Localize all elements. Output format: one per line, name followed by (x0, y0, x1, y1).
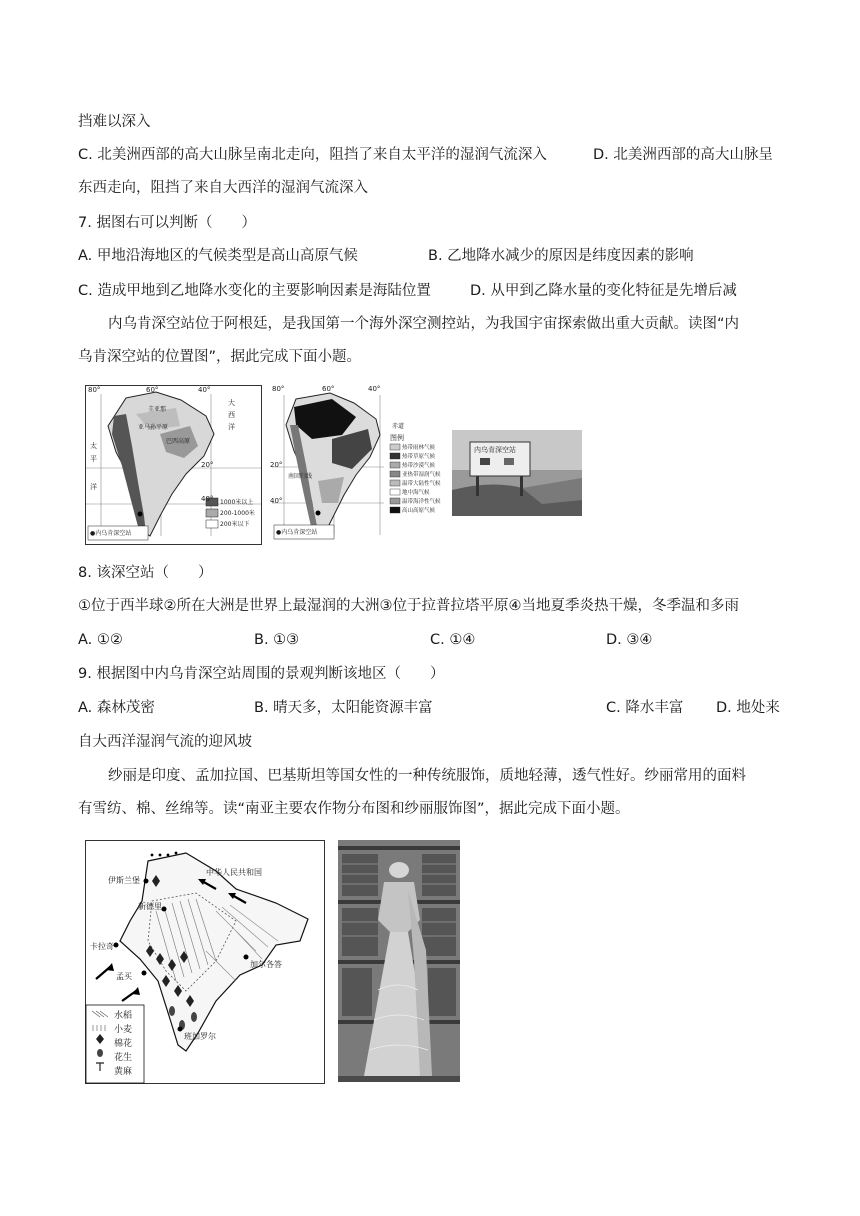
passage-2: 纱丽是印度、孟加拉国、巴基斯坦等国女性的一种传统服饰，质地轻薄，透气性好。纱丽常用的面料 (108, 768, 746, 784)
station-label: ●内乌肯深空站 (90, 530, 132, 537)
place-label: 南回归线 (288, 473, 313, 480)
legend-label: 温带大陆性气候 (402, 481, 441, 487)
legend-title: 图例 (390, 434, 404, 442)
passage-1: 内乌肯深空站位于阿根廷，是我国第一个海外深空测控站，为我国宇宙探索做出重大贡献。读图“内 (108, 316, 740, 332)
passage-1-cont: 乌肯深空站的位置图”，据此完成下面小题。 (78, 349, 362, 365)
legend-label: 水稻 (114, 1011, 133, 1021)
latitude-label: 40° (270, 497, 283, 505)
station-sign: 内乌肯深空站 (474, 446, 516, 454)
place-label: 中华人民共和国 (206, 868, 262, 877)
legend-label: 热带草原气候 (402, 454, 436, 460)
legend-label: 200米以下 (220, 521, 250, 528)
longitude-label: 60° (322, 385, 335, 393)
station-label: ●内乌肯深空站 (276, 529, 318, 536)
legend-label: 黄麻 (114, 1067, 133, 1077)
place-label: 太 (90, 442, 97, 450)
legend-label: 小麦 (114, 1025, 133, 1035)
terrain-map (85, 385, 262, 545)
place-label: 班加罗尔 (184, 1032, 216, 1041)
legend-label: 温带海洋性气候 (402, 499, 441, 505)
option-9c: C. 降水丰富 (606, 700, 684, 716)
legend-label: 花生 (114, 1053, 133, 1063)
question-8: 8. 该深空站（ ） (78, 565, 213, 581)
place-label: 西 (228, 411, 235, 419)
latitude-label: 20° (270, 461, 283, 469)
longitude-label: 40° (368, 385, 381, 393)
option-9d-cont: 自大西洋湿润气流的迎风坡 (78, 734, 252, 750)
question-8-statements: ①位于西半球②所在大洲是世界上最湿润的大洲③位于拉普拉塔平原④当地夏季炎热干燥，冬季温和多雨 (78, 598, 739, 614)
legend-label: 热带沙漠气候 (402, 463, 436, 469)
option-8a: A. ①② (78, 632, 123, 648)
option-8d: D. ③④ (606, 632, 653, 648)
longitude-label: 80° (88, 386, 101, 394)
climate-map (272, 385, 442, 543)
longitude-label: 40° (198, 386, 211, 394)
place-label: 大 (228, 399, 235, 407)
place-label: 卡拉奇 (90, 942, 114, 951)
option-8b: B. ①③ (254, 632, 300, 648)
option-9d: D. 地处来 (716, 700, 780, 716)
place-label: 洋 (90, 483, 97, 491)
place-label: 孟买 (116, 972, 132, 981)
place-label: 赤道 (392, 423, 405, 430)
place-label: 伊斯兰堡 (108, 876, 140, 885)
question-9: 9. 根据图中内乌肯深空站周围的景观判断该地区（ ） (78, 666, 445, 682)
south-asia-crop-map (85, 840, 325, 1084)
legend-label: 热带雨林气候 (402, 445, 436, 451)
option-7c: C. 造成甲地到乙地降水变化的主要影响因素是海陆位置 (78, 283, 431, 299)
legend-label: 200-1000米 (220, 510, 255, 517)
legend-label: 1000米以上 (220, 499, 254, 506)
legend-label: 高山高原气候 (402, 508, 436, 514)
latitude-label: 20° (201, 461, 214, 469)
option-7d: D. 从甲到乙降水量的变化特征是先增后减 (470, 283, 737, 299)
place-label: 圭亚那 (148, 406, 167, 413)
option-6c: C. 北美洲西部的高大山脉呈南北走向，阻挡了来自太平洋的湿润气流深入 (78, 147, 547, 163)
question-7: 7. 据图右可以判断（ ） (78, 215, 256, 231)
option-6d: D. 北美洲西部的高大山脉呈 (593, 147, 773, 163)
sari-photo (338, 840, 460, 1082)
option-9a: A. 森林茂密 (78, 700, 155, 716)
option-9b: B. 晴天多，太阳能资源丰富 (254, 700, 433, 716)
text-line: 东西走向，阻挡了来自大西洋的湿润气流深入 (78, 180, 368, 196)
option-7b: B. 乙地降水减少的原因是纬度因素的影响 (428, 248, 694, 264)
passage-2-cont: 有雪纺、棉、丝绵等。读“南亚主要农作物分布图和纱丽服饰图”，据此完成下面小题。 (78, 801, 630, 817)
longitude-label: 80° (272, 385, 285, 393)
place-label: 巴西高原 (166, 438, 191, 445)
legend-label: 地中海气候 (402, 490, 430, 496)
place-label: 新德里 (138, 902, 162, 911)
option-7a: A. 甲地沿海地区的气候类型是高山高原气候 (78, 248, 358, 264)
place-label: 加尔各答 (250, 960, 282, 969)
option-8c: C. ①④ (430, 632, 476, 648)
place-label: 亚马孙平原 (138, 424, 169, 431)
longitude-label: 60° (146, 386, 159, 394)
place-label: 平 (90, 455, 97, 463)
legend-label: 棉花 (114, 1039, 133, 1049)
legend-label: 亚热带湿润气候 (402, 472, 441, 478)
latitude-label: 40° (201, 495, 214, 503)
place-label: 洋 (228, 423, 235, 431)
station-photo (452, 430, 582, 516)
text-line: 挡难以深入 (78, 114, 151, 130)
